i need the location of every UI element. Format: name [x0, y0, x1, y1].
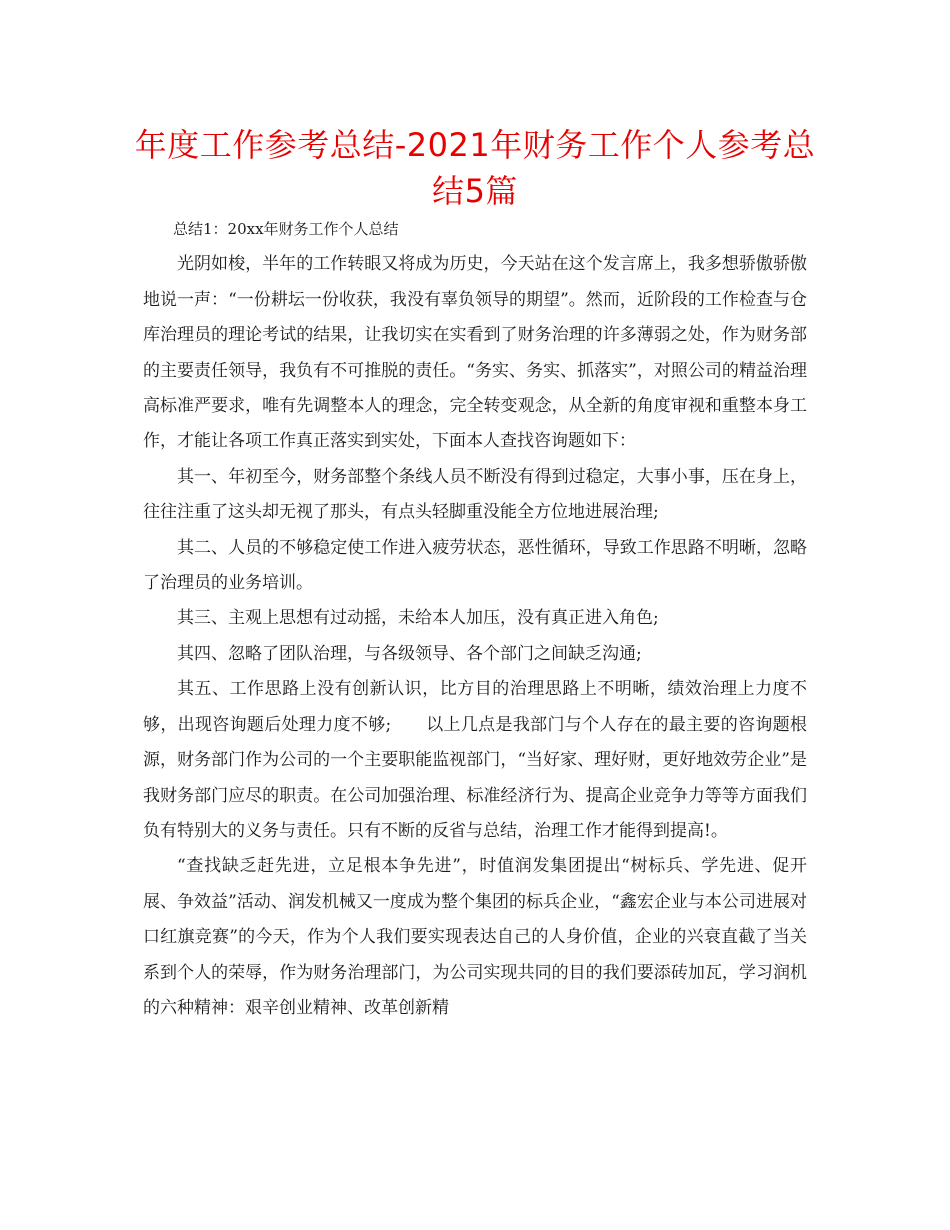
paragraph: 其五、工作思路上没有创新认识，比方目的治理思路上不明晰，绩效治理上力度不够，出现咨询题后处理力度不够; 以上几点是我部门与个人存在的最主要的咨询题根源，财务部门作为公司的一个主要职能监视部门，“当好家、理好财，更好地效劳企业”是我财务部门应尽的职责。在公司加强治理、标准经济行为、提高企业竞争力等等方面我们负有特别大的义务与责任。只有不断的反省与总结，治理工作才能得到提高!。	[143, 679, 807, 841]
paragraph: 光阴如梭，半年的工作转眼又将成为历史，今天站在这个发言席上，我多想骄傲骄傲地说一声：“一份耕坛一份收获，我没有辜负领导的期望”。然而，近阶段的工作检查与仓库治理员的理论考试的结果，让我切实在实看到了财务治理的许多薄弱之处，作为财务部的主要责任领导，我负有不可推脱的责任。“务实、务实、抓落实”，对照公司的精益治理高标准严要求，唯有先调整本人的理念，完全转变观念，从全新的角度审视和重整本身工作，才能让各项工作真正落实到实处，下面本人查找咨询题如下：	[143, 254, 807, 452]
paragraph: 其四、忽略了团队治理，与各级领导、各个部门之间缺乏沟通;	[177, 643, 642, 664]
paragraph: “查找缺乏赶先进，立足根本争先进”，时值润发集团提出“树标兵、学先进、促开展、争效益”活动、润发机械又一度成为整个集团的标兵企业，“鑫宏企业与本公司进展对口红旗竞赛”的今天，作为个人我们要实现表达自己的人身价值，企业的兴衰直截了当关系到个人的荣辱，作为财务治理部门，为公司实现共同的目的我们要添砖加瓦，学习润机的六种精神：艰辛创业精神、改革创新精	[143, 856, 807, 1018]
paragraph: 其二、人员的不够稳定使工作进入疲劳状态，恶性循环，导致工作思路不明晰，忽略了治理员的业务培训。	[143, 537, 807, 594]
paragraph: 其一、年初至今，财务部整个条线人员不断没有得到过稳定，大事小事，压在身上，往往注重了这头却无视了那头，有点头轻脚重没能全方位地进展治理;	[143, 466, 807, 523]
section-subtitle: 总结1：20xx年财务工作个人总结	[173, 220, 399, 238]
document-body	[143, 212, 807, 1026]
document-title: 年度工作参考总结-2021年财务工作个人参考总结5篇	[134, 126, 816, 210]
paragraph: 其三、主观上思想有过动摇，未给本人加压，没有真正进入角色;	[177, 608, 659, 629]
